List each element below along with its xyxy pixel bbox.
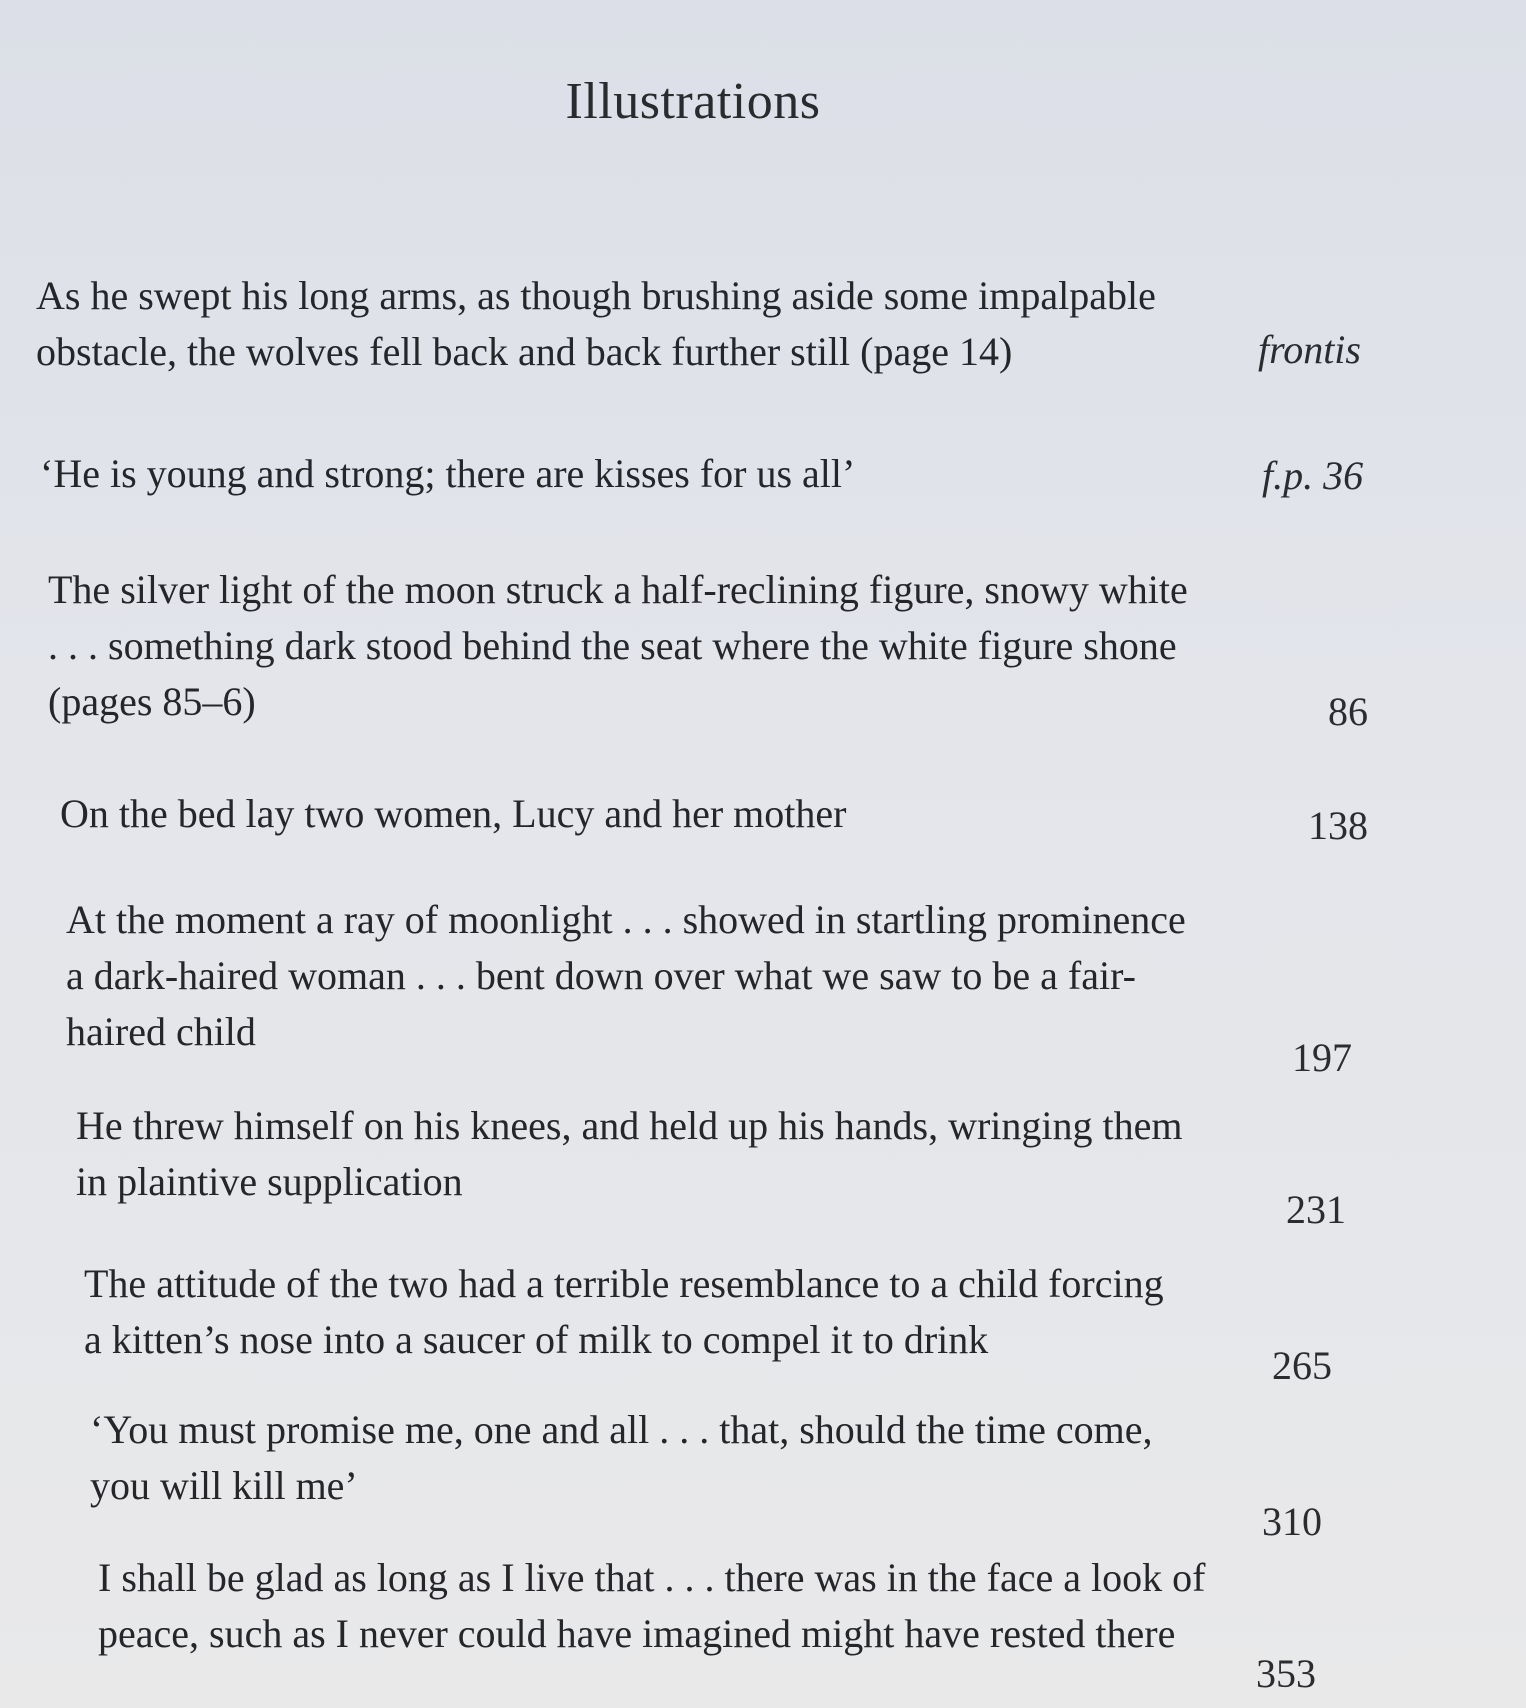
illustration-caption: I shall be glad as long as I live that . . . there was in the face a look of peace, such as I never could have imagined might have rested there [98, 1555, 1206, 1656]
illustration-caption: On the bed lay two women, Lucy and her mother [60, 791, 847, 836]
illustration-caption: He threw himself on his knees, and held up his hands, wringing them in plaintive supplication [76, 1103, 1183, 1204]
illustration-caption: At the moment a ray of moonlight . . . showed in startling prominence a dark-haired woman . . . bent down over what we saw to be a fair- haired child [66, 897, 1186, 1054]
illustration-page: f.p. 36 [1262, 453, 1364, 498]
list-item [48, 562, 1408, 734]
list-item [98, 1550, 1458, 1696]
illustration-caption: The silver light of the moon struck a half-reclining figure, snowy white . . . something dark stood behind the seat where the white figure shone (pages 85–6) [48, 567, 1188, 724]
list-item [36, 268, 1396, 374]
illustration-caption: As he swept his long arms, as though brushing aside some impalpable obstacle, the wolves fell back and back further still (page 14) [36, 273, 1156, 374]
illustration-page: 231 [1286, 1187, 1346, 1232]
list-item [60, 786, 1420, 848]
illustration-page: 310 [1262, 1499, 1322, 1544]
illustration-caption: The attitude of the two had a terrible resemblance to a child forcing a kitten’s nose into a saucer of milk to compel it to drink [84, 1261, 1164, 1362]
illustration-page: 86 [1328, 689, 1368, 734]
list-item [90, 1402, 1450, 1544]
list-item [76, 1098, 1436, 1232]
page-title: Illustrations [565, 73, 821, 130]
illustration-page: 197 [1292, 1035, 1352, 1080]
list-item [66, 892, 1426, 1080]
illustration-page: 138 [1308, 803, 1368, 848]
illustration-page: 353 [1256, 1651, 1316, 1696]
illustration-caption: ‘He is young and strong; there are kisses for us all’ [40, 451, 856, 496]
list-item [40, 446, 1400, 498]
list-item [84, 1256, 1444, 1388]
illustration-page: frontis [1258, 327, 1361, 372]
illustration-caption: ‘You must promise me, one and all . . . that, should the time come, you will kill me’ [90, 1407, 1153, 1508]
illustration-page: 265 [1272, 1343, 1332, 1388]
